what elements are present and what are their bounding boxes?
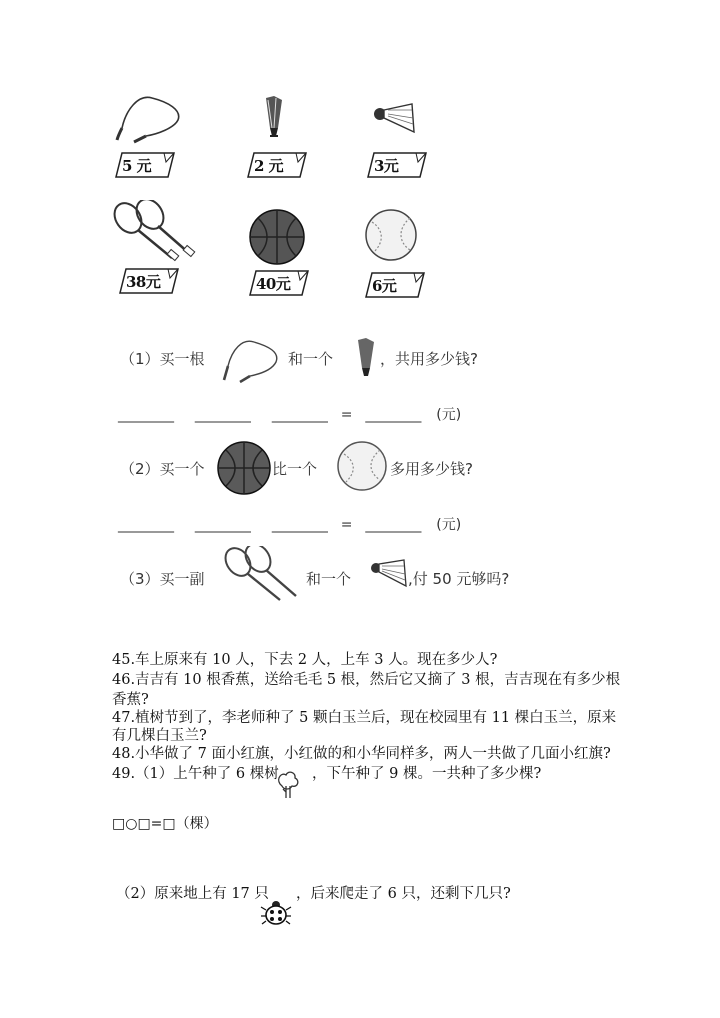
shuttlecock-icon bbox=[368, 558, 408, 594]
problem-49-suffix: ，下午种了 9 棵。一共种了多少棵? bbox=[312, 766, 542, 782]
problem-49-part2-prefix: （2）原来地上有 17 只 bbox=[116, 886, 269, 902]
q1-prefix: （1）买一根 bbox=[120, 350, 205, 368]
price-tag-jump-rope bbox=[114, 152, 176, 178]
q1-middle: 和一个 bbox=[288, 350, 334, 368]
shuttlecock-icon bbox=[372, 102, 416, 142]
shuttlecock-feather-icon bbox=[256, 94, 290, 142]
ladybug-icon bbox=[260, 898, 292, 926]
problem-48: 48.小华做了 7 面小红旗，小红做的和小华同样多，两人一共做了几面小红旗? bbox=[112, 746, 611, 762]
blank-3[interactable]: ________ bbox=[271, 517, 328, 533]
equals-sign: = bbox=[340, 407, 353, 423]
shuttlecock-feather-icon bbox=[350, 336, 380, 382]
price-tag-rackets bbox=[118, 268, 180, 294]
problem-47-line2: 有几棵白玉兰? bbox=[112, 728, 207, 744]
price-label: 40元 bbox=[256, 275, 291, 293]
rackets-icon bbox=[222, 546, 302, 608]
basketball-icon bbox=[216, 440, 272, 496]
jump-rope-icon bbox=[220, 336, 286, 384]
blank-1[interactable]: ________ bbox=[118, 517, 174, 533]
price-tag-shuttlecock-feather bbox=[246, 152, 308, 178]
unit-label: (元) bbox=[436, 407, 462, 423]
baseball-icon bbox=[364, 208, 418, 262]
basketball-icon bbox=[248, 208, 306, 266]
baseball-icon bbox=[336, 440, 388, 492]
blank-1[interactable]: ________ bbox=[118, 407, 174, 423]
problem-46-line1: 46.吉吉有 10 根香蕉，送给毛毛 5 根，然后它又摘了 3 根，吉吉现在有多少根 bbox=[112, 672, 621, 688]
q3-middle: 和一个 bbox=[306, 570, 352, 588]
price-tag-basketball bbox=[248, 270, 310, 296]
q3-prefix: （3）买一副 bbox=[120, 570, 205, 588]
price-label: 5 元 bbox=[122, 157, 152, 175]
price-tag-baseball bbox=[364, 272, 426, 298]
price-tag-shuttlecock bbox=[366, 152, 428, 178]
jump-rope-icon bbox=[112, 92, 190, 144]
tree-icon bbox=[276, 770, 300, 800]
problem-46-line2: 香蕉? bbox=[112, 692, 149, 708]
q1-suffix: ，共用多少钱? bbox=[380, 350, 478, 368]
price-label: 2 元 bbox=[254, 157, 284, 175]
price-label: 6元 bbox=[372, 277, 397, 295]
formula: □○□=□（棵） bbox=[112, 816, 218, 832]
unit-label: (元) bbox=[436, 517, 462, 533]
q2-suffix: 多用多少钱? bbox=[390, 460, 473, 478]
blank-3[interactable]: ________ bbox=[271, 407, 328, 423]
blank-4[interactable]: ________ bbox=[365, 407, 422, 423]
problem-45: 45.车上原来有 10 人，下去 2 人，上车 3 人。现在多少人? bbox=[112, 652, 498, 668]
blank-2[interactable]: ________ bbox=[194, 517, 251, 533]
price-label: 3元 bbox=[374, 157, 399, 175]
problem-49-part2-suffix: ，后来爬走了 6 只，还剩下几只? bbox=[296, 886, 511, 902]
blank-2[interactable]: ________ bbox=[194, 407, 251, 423]
q3-suffix: ,付 50 元够吗? bbox=[408, 570, 510, 588]
q2-prefix: （2）买一个 bbox=[120, 460, 205, 478]
answer-row-1 bbox=[118, 404, 461, 424]
rackets-icon bbox=[110, 200, 196, 266]
equals-sign: = bbox=[340, 517, 353, 533]
price-label: 38元 bbox=[126, 273, 161, 291]
q2-middle: 比一个 bbox=[272, 460, 318, 478]
problem-47-line1: 47.植树节到了，李老师种了 5 颗白玉兰后，现在校园里有 11 棵白玉兰，原来 bbox=[112, 710, 617, 726]
blank-4[interactable]: ________ bbox=[365, 517, 422, 533]
answer-row-2 bbox=[118, 514, 461, 534]
problem-49-prefix: 49.（1）上午种了 6 棵树 bbox=[112, 766, 279, 782]
